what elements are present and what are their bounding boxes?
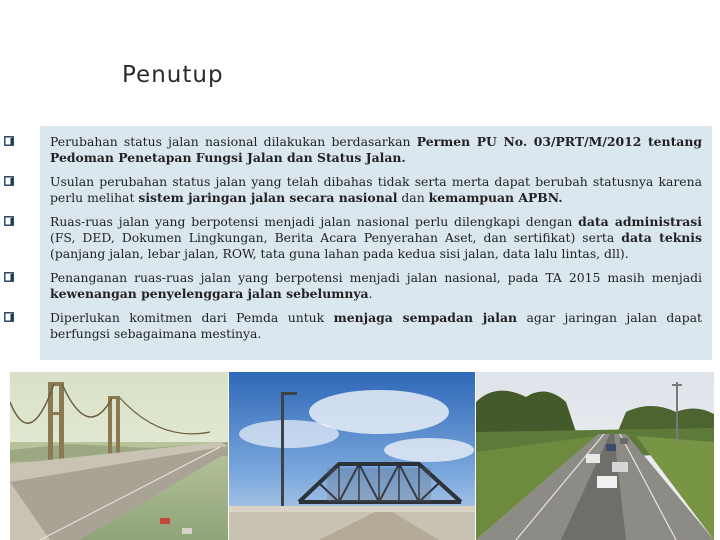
bullet-text-emphasis: Permen PU No. 03/PRT/M/2012 tentang Pedoman Penetapan Fungsi Jalan dan Status Jalan. [50, 134, 702, 165]
checkbox-bullet-icon [4, 216, 14, 226]
suspension-bridge-photo [10, 372, 228, 540]
checkbox-bullet-icon [4, 176, 14, 186]
bullet-text-emphasis: data administrasi [578, 214, 702, 229]
bullet-text: Usulan perubahan status jalan yang telah dibahas tidak serta merta dapat berubah statusnya karena perlu melihat [50, 174, 702, 205]
checkbox-bullet-icon [4, 136, 14, 146]
bullet-item [0, 134, 712, 166]
bullet-item [0, 214, 712, 262]
checkbox-bullet-icon [4, 272, 14, 282]
bullet-text: Perubahan status jalan nasional dilakukan berdasarkan [50, 134, 417, 149]
bullet-text: dan [397, 190, 429, 205]
checkbox-bullet-icon [4, 312, 14, 322]
bullet-text: (FS, DED, Dokumen Lingkungan, Berita Acara Penyerahan Aset, dan sertifikat) serta [50, 230, 622, 245]
bullet-text-emphasis: kemampuan APBN. [428, 190, 563, 205]
bullet-list [0, 134, 712, 342]
bullet-text-emphasis: kewenangan penyelenggara jalan sebelumnya [50, 286, 369, 301]
bullet-text: (panjang jalan, lebar jalan, ROW, tata guna lahan pada kedua sisi jalan, data lalu lintas, dll). [50, 246, 629, 261]
bullet-item [0, 310, 712, 342]
photo-strip [10, 372, 714, 540]
highway-photo [476, 372, 714, 540]
bullet-text-emphasis: data teknis [621, 230, 702, 245]
bullet-text: agar jaringan jalan dapat berfungsi sebagaimana mestinya. [50, 310, 702, 341]
bullet-item [0, 270, 712, 302]
bullet-text: Ruas-ruas jalan yang berpotensi menjadi jalan nasional perlu dilengkapi dengan [50, 214, 579, 229]
bullet-text-emphasis: sistem jaringan jalan secara nasional [138, 190, 398, 205]
slide-title: Penutup [122, 62, 224, 88]
bullet-text: Diperlukan komitmen dari Pemda untuk [50, 310, 334, 325]
truss-bridge-photo [229, 372, 475, 540]
bullet-text: Penanganan ruas-ruas jalan yang berpotensi menjadi jalan nasional, pada TA 2015 masih menjadi [50, 270, 702, 285]
bullet-item [0, 174, 712, 206]
bullet-text-emphasis: menjaga sempadan jalan [333, 310, 518, 325]
bullet-text: . [368, 286, 373, 301]
